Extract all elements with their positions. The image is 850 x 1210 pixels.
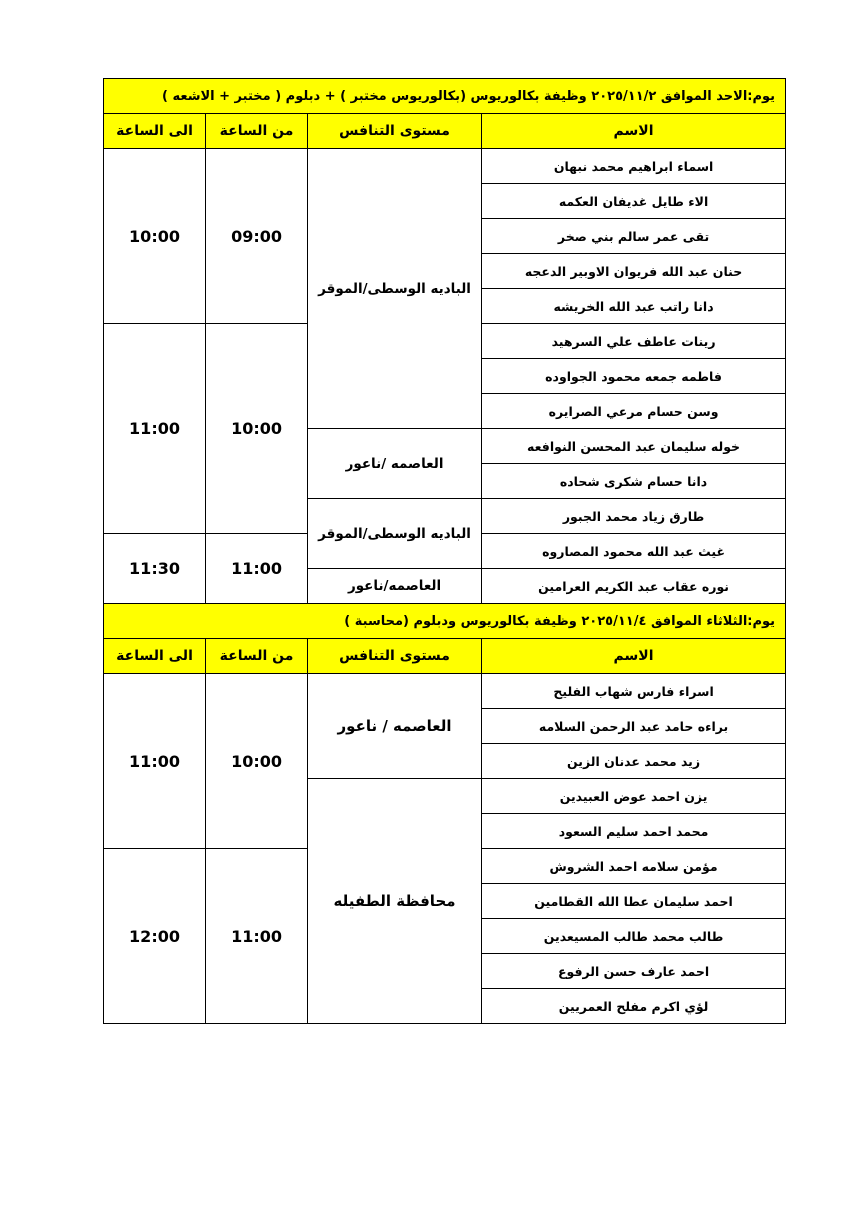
name-cell: لؤي اكرم مفلح العمريين xyxy=(482,989,786,1024)
header-to: الى الساعة xyxy=(104,114,206,149)
name-cell: رينات عاطف علي السرهيد xyxy=(482,324,786,359)
header-level: مستوى التنافس xyxy=(308,639,482,674)
day1-title: يوم:الاحد الموافق ٢٠٢٥/١١/٢ وظيفة بكالوريوس (بكالوريوس مختبر ) + دبلوم ( مختبر + الاشعه ) xyxy=(104,79,786,114)
to-time-cell: 11:00 xyxy=(104,674,206,849)
header-from: من الساعة xyxy=(206,114,308,149)
name-cell: زيد محمد عدنان الزين xyxy=(482,744,786,779)
name-cell: احمد عارف حسن الرفوع xyxy=(482,954,786,989)
header-from: من الساعة xyxy=(206,639,308,674)
to-time-cell: 12:00 xyxy=(104,849,206,1024)
from-time-cell: 10:00 xyxy=(206,674,308,849)
header-to: الى الساعة xyxy=(104,639,206,674)
from-time-cell: 09:00 xyxy=(206,149,308,324)
from-time-cell: 11:00 xyxy=(206,534,308,604)
name-cell: حنان عبد الله فريوان الاوبير الدعجه xyxy=(482,254,786,289)
name-cell: فاطمه جمعه محمود الجواوده xyxy=(482,359,786,394)
level-cell: الباديه الوسطى/الموقر xyxy=(308,499,482,569)
name-cell: يزن احمد عوض العبيدين xyxy=(482,779,786,814)
name-cell: طالب محمد طالب المسيعدين xyxy=(482,919,786,954)
header-name: الاسم xyxy=(482,639,786,674)
level-cell: الباديه الوسطى/الموقر xyxy=(308,149,482,429)
name-cell: اسماء ابراهيم محمد نبهان xyxy=(482,149,786,184)
day2-title: يوم:الثلاثاء الموافق ٢٠٢٥/١١/٤ وظيفة بكالوريوس ودبلوم (محاسبة ) xyxy=(104,604,786,639)
name-cell: غيث عبد الله محمود المصاروه xyxy=(482,534,786,569)
name-cell: محمد احمد سليم السعود xyxy=(482,814,786,849)
name-cell: براءه حامد عبد الرحمن السلامه xyxy=(482,709,786,744)
name-cell: نوره عقاب عبد الكريم العرامين xyxy=(482,569,786,604)
level-cell: العاصمه /ناعور xyxy=(308,429,482,499)
from-time-cell: 10:00 xyxy=(206,324,308,534)
name-cell: مؤمن سلامه احمد الشروش xyxy=(482,849,786,884)
name-cell: احمد سليمان عطا الله القطامين xyxy=(482,884,786,919)
to-time-cell: 11:00 xyxy=(104,324,206,534)
schedule-table xyxy=(103,78,786,1024)
name-cell: طارق زياد محمد الجبور xyxy=(482,499,786,534)
to-time-cell: 10:00 xyxy=(104,149,206,324)
level-cell: العاصمه / ناعور xyxy=(308,674,482,779)
level-cell: محافظة الطفيله xyxy=(308,779,482,1024)
to-time-cell: 11:30 xyxy=(104,534,206,604)
name-cell: الاء طايل غديفان العكمه xyxy=(482,184,786,219)
name-cell: خوله سليمان عبد المحسن النوافعه xyxy=(482,429,786,464)
name-cell: اسراء فارس شهاب الفليح xyxy=(482,674,786,709)
level-cell: العاصمه/ناعور xyxy=(308,569,482,604)
name-cell: دانا راتب عبد الله الخريشه xyxy=(482,289,786,324)
name-cell: تقى عمر سالم بني صخر xyxy=(482,219,786,254)
from-time-cell: 11:00 xyxy=(206,849,308,1024)
header-level: مستوى التنافس xyxy=(308,114,482,149)
name-cell: وسن حسام مرعي الصرايره xyxy=(482,394,786,429)
name-cell: دانا حسام شكرى شحاده xyxy=(482,464,786,499)
header-name: الاسم xyxy=(482,114,786,149)
